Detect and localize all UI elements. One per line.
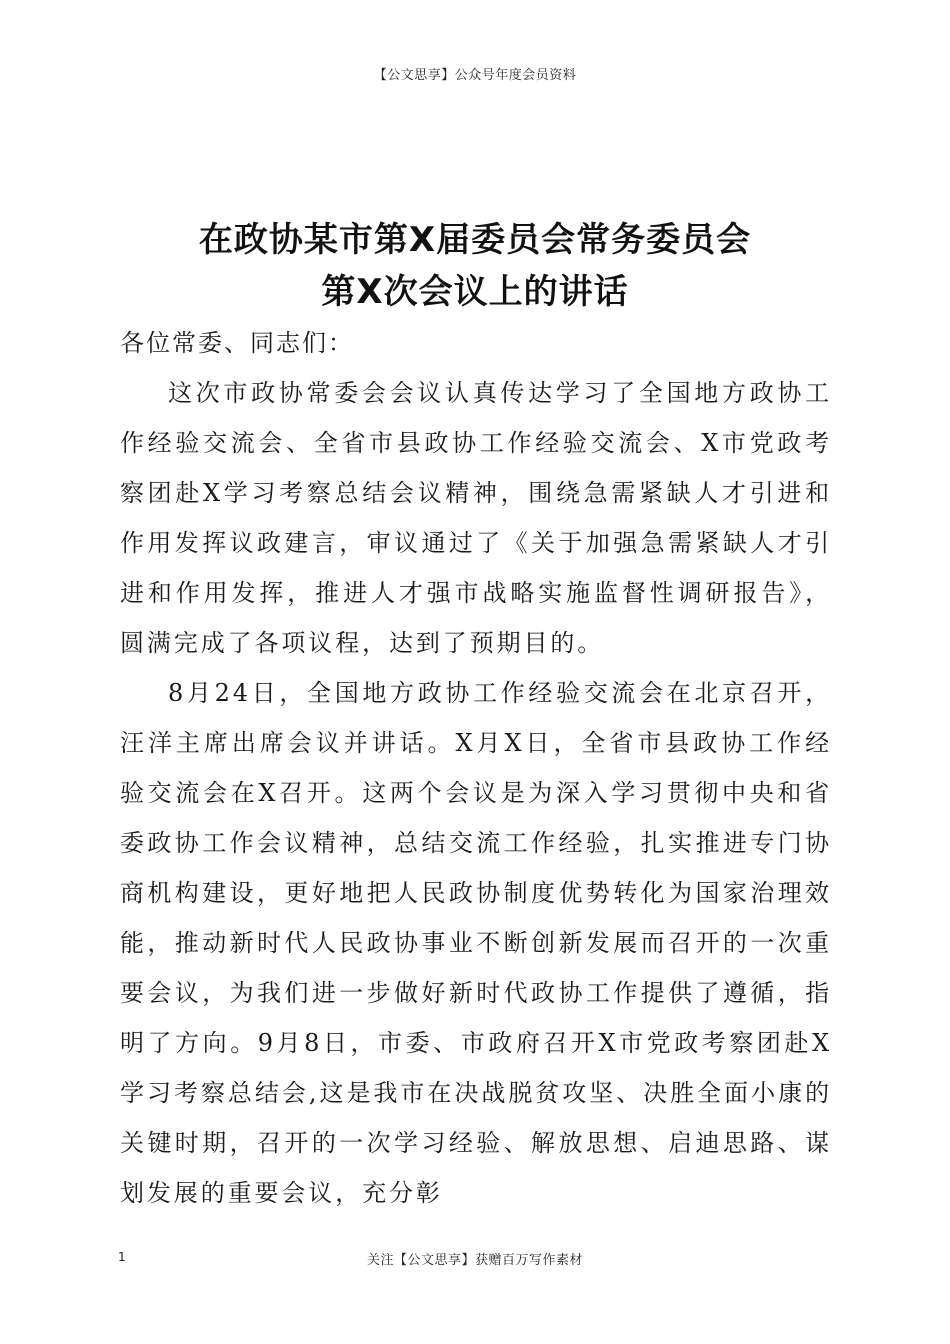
page-number: 1: [118, 1250, 126, 1264]
paragraph: 8月24日，全国地方政协工作经验交流会在北京召开，汪洋主席出席会议并讲话。X月X日，全省市县政协工作经验交流会在X召开。这两个会议是为深入学习贯彻中央和省委政协工作会议精神，总结交流工作经验，扎实推进专门协商机构建设，更好地把人民政协制度优势转化为国家治理效能，推动新时代人民政协事业不断创新发展而召开的一次重要会议，为我们进一步做好新时代政协工作提供了遵循，指明了方向。9月8日，市委、市政府召开X市党政考察团赴X学习考察总结会,这是我市在决战脱贫攻坚、决胜全面小康的关键时期，召开的一次学习经验、解放思想、启迪思路、谋划发展的重要会议，充分彰: [120, 679, 832, 1207]
salutation: 各位常委、同志们：: [120, 329, 354, 357]
paragraph: 这次市政协常委会会议认真传达学习了全国地方政协工作经验交流会、全省市县政协工作经验交流会、X市党政考察团赴X学习考察总结会议精神，围绕急需紧缺人才引进和作用发挥议政建言，审议通过了《关于加强急需紧缺人才引进和作用发挥，推进人才强市战略实施监督性调研报告》，圆满完成了各项议程，达到了预期目的。: [120, 379, 832, 657]
document-body: [120, 318, 832, 1218]
title-line-2: 第X次会议上的讲话: [321, 272, 629, 312]
title-line-1: 在政协某市第X届委员会常务委员会: [198, 220, 752, 260]
page-footer: 关注【公文思享】获赠百万写作素材: [366, 1253, 583, 1268]
document-title: [0, 214, 950, 318]
page-header: 【公文思享】公众号年度会员资料: [373, 68, 577, 83]
